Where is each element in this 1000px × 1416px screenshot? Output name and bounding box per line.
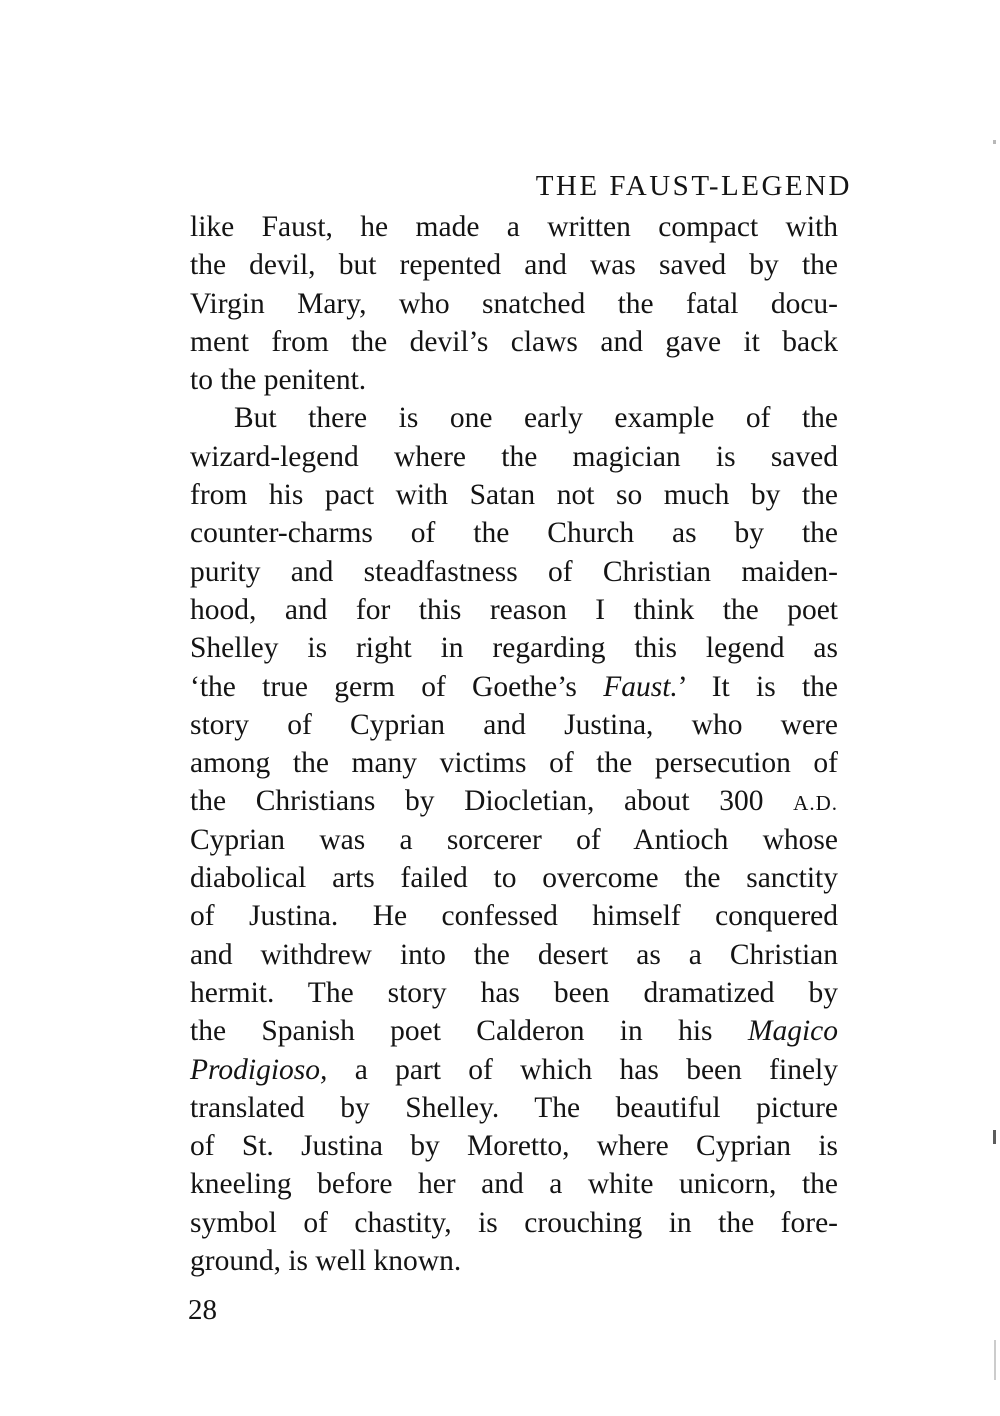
text-line: counter-charms of the Church as by the (190, 517, 838, 550)
text-run: ‘the true germ of Goethe’s (190, 670, 604, 703)
text-line: and withdrew into the desert as a Christian (190, 938, 838, 971)
text-run: ’ It is the (677, 670, 839, 703)
text-line: of St. Justina by Moretto, where Cyprian is (190, 1130, 838, 1163)
text-line: the devil, but repented and was saved by the (190, 249, 838, 282)
italic-title: Faust. (603, 670, 678, 703)
running-head: THE FAUST-LEGEND (535, 170, 852, 202)
text-line: Cyprian was a sorcerer of Antioch whose (190, 823, 838, 856)
small-caps-era: A.D. (793, 791, 838, 816)
text-line: But there is one early example of the (234, 402, 838, 435)
text-line: translated by Shelley. The beautiful picture (190, 1091, 838, 1124)
text-line: story of Cyprian and Justina, who were (190, 708, 838, 741)
text-line: to the penitent. (190, 364, 367, 397)
italic-title: Magico (747, 1015, 838, 1048)
scan-artifact (994, 1340, 996, 1380)
text-line: Shelley is right in regarding this legend as (190, 632, 838, 665)
text-line: ment from the devil’s claws and gave it back (190, 325, 838, 358)
paragraph-1 (190, 208, 838, 399)
text-line: hermit. The story has been dramatized by (190, 976, 838, 1009)
text-line: hood, and for this reason I think the poet (190, 593, 838, 626)
text-line: wizard-legend where the magician is saved (190, 440, 838, 473)
text-line: kneeling before her and a white unicorn, the (190, 1168, 838, 1201)
scan-artifact (993, 140, 996, 144)
text-line: of Justina. He confessed himself conquered (190, 900, 838, 933)
text-line: from his pact with Satan not so much by the (190, 479, 838, 512)
text-line-with-small-caps (190, 782, 838, 820)
text-run: the Christians by Diocletian, about 300 (190, 785, 794, 818)
text-line-with-italic (190, 1051, 838, 1089)
text-line: like Faust, he made a written compact with (190, 211, 838, 243)
text-line: diabolical arts failed to overcome the sanctity (190, 862, 838, 895)
scan-artifact (993, 1130, 996, 1144)
text-line: among the many victims of the persecution of (190, 747, 838, 780)
body-text (190, 208, 838, 1280)
text-run: the Spanish poet Calderon in his (190, 1015, 748, 1048)
text-line: ground, is well known. (190, 1245, 462, 1278)
italic-title: Prodigioso, (190, 1053, 328, 1086)
text-run: a part of which has been finely (327, 1053, 838, 1086)
page-number: 28 (188, 1294, 217, 1326)
paragraph-2 (190, 399, 838, 1280)
text-line: Virgin Mary, who snatched the fatal docu- (190, 287, 838, 320)
text-line: symbol of chastity, is crouching in the fore- (190, 1206, 838, 1239)
text-line-with-italic (190, 668, 838, 706)
text-line-with-italic (190, 1012, 838, 1050)
text-line: purity and steadfastness of Christian maiden- (190, 555, 838, 588)
